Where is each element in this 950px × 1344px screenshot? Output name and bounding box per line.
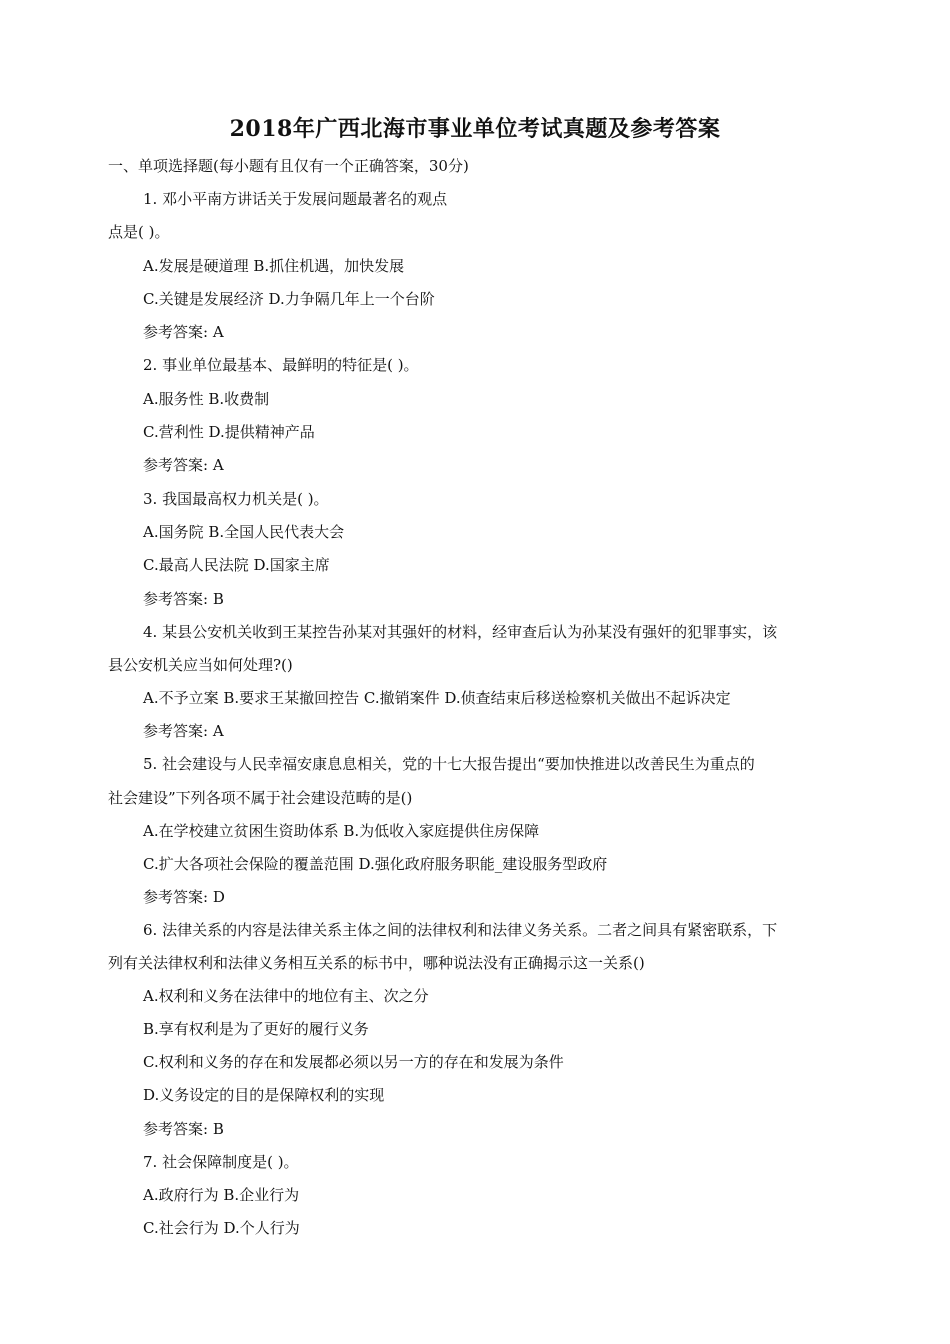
question-1-stem: 1. 邓小平南方讲话关于发展问题最著名的观点	[143, 190, 448, 208]
question-6-option-b: B.享有权利是为了更好的履行义务	[143, 1020, 369, 1038]
question-5-answer: 参考答案: D	[143, 888, 225, 906]
question-7-options-ab: A.政府行为 B.企业行为	[143, 1186, 300, 1204]
question-2-options-cd: C.营利性 D.提供精神产品	[143, 423, 315, 441]
question-7-options-cd: C.社会行为 D.个人行为	[143, 1219, 300, 1237]
question-5-options-cd: C.扩大各项社会保险的覆盖范围 D.强化政府服务职能_建设服务型政府	[143, 855, 608, 873]
question-1-options-ab: A.发展是硬道理 B.抓住机遇，加快发展	[143, 257, 405, 275]
question-1-options-cd: C.关键是发展经济 D.力争隔几年上一个台阶	[143, 290, 435, 308]
question-4-options: A.不予立案 B.要求王某撤回控告 C.撤销案件 D.侦查结束后移送检察机关做出不起诉决定	[143, 689, 731, 707]
question-6-answer: 参考答案: B	[143, 1120, 224, 1138]
question-4-stem: 4. 某县公安机关收到王某控告孙某对其强奸的材料，经审查后认为孙某没有强奸的犯罪事实，该	[143, 623, 778, 641]
question-6-option-d: D.义务设定的目的是保障权利的实现	[143, 1086, 385, 1104]
section-heading: 一、单项选择题(每小题有且仅有一个正确答案，30分)	[108, 157, 469, 175]
question-5-options-ab: A.在学校建立贫困生资助体系 B.为低收入家庭提供住房保障	[143, 822, 540, 840]
question-7-stem: 7. 社会保障制度是( )。	[143, 1153, 299, 1171]
question-1-answer: 参考答案: A	[143, 323, 224, 341]
question-6-stem-cont: 列有关法律权利和法律义务相互关系的标书中，哪种说法没有正确揭示这一关系()	[108, 954, 645, 972]
question-6-option-a: A.权利和义务在法律中的地位有主、次之分	[143, 987, 429, 1005]
document-title: 2018年广西北海市事业单位考试真题及参考答案	[229, 116, 721, 142]
question-5-stem: 5. 社会建设与人民幸福安康息息相关，党的十七大报告提出“要加快推进以改善民生为重点的	[143, 755, 755, 773]
question-3-options-ab: A.国务院 B.全国人民代表大会	[143, 523, 345, 541]
question-4-answer: 参考答案: A	[143, 722, 224, 740]
question-6-stem: 6. 法律关系的内容是法律关系主体之间的法律权利和法律义务关系。二者之间具有紧密联系，下	[143, 921, 778, 939]
question-2-options-ab: A.服务性 B.收费制	[143, 390, 270, 408]
question-2-answer: 参考答案: A	[143, 456, 224, 474]
question-2-stem: 2. 事业单位最基本、最鲜明的特征是( )。	[143, 356, 419, 374]
question-1-stem-cont: 点是( )。	[108, 223, 170, 241]
question-5-stem-cont: 社会建设”下列各项不属于社会建设范畴的是()	[108, 789, 413, 807]
question-3-stem: 3. 我国最高权力机关是( )。	[143, 490, 329, 508]
question-6-option-c: C.权利和义务的存在和发展都必须以另一方的存在和发展为条件	[143, 1053, 564, 1071]
question-3-options-cd: C.最高人民法院 D.国家主席	[143, 556, 330, 574]
question-4-stem-cont: 县公安机关应当如何处理?()	[108, 656, 293, 674]
question-3-answer: 参考答案: B	[143, 590, 224, 608]
